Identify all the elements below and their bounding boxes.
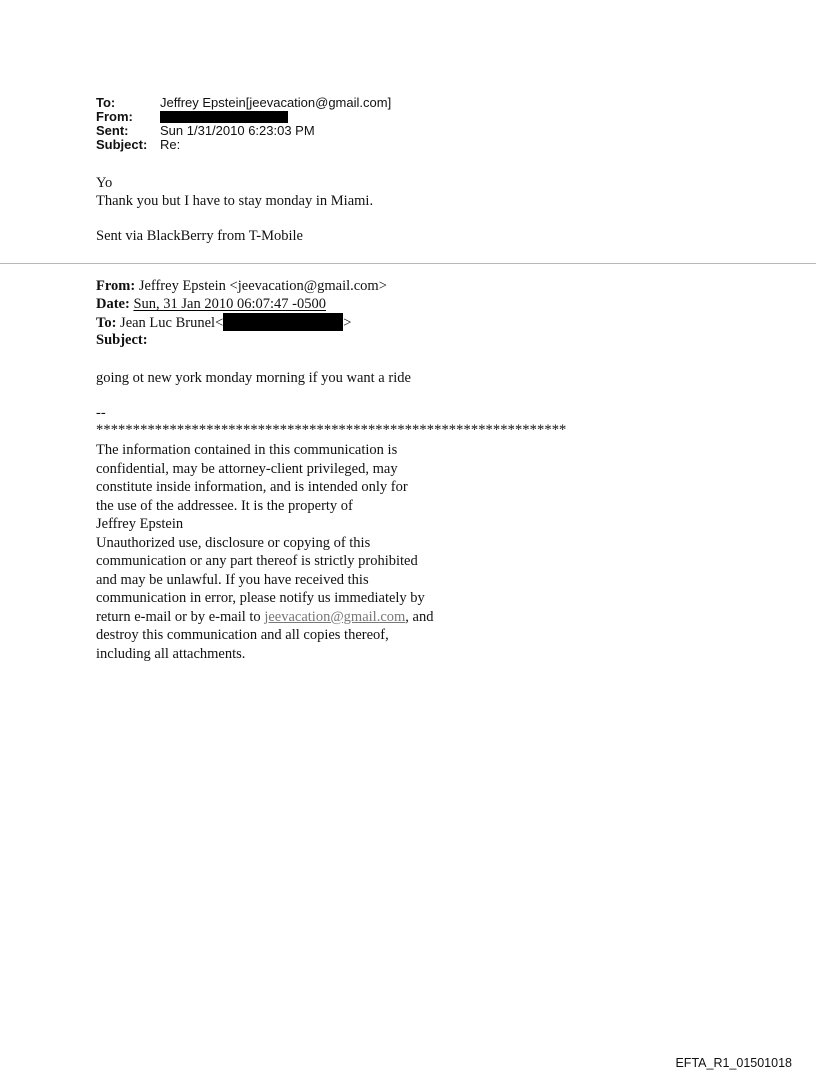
disclaimer-link-prefix: return e-mail or by e-mail to (96, 608, 265, 625)
disclaimer-line: the use of the addressee. It is the property of (96, 497, 353, 514)
divider-line (0, 263, 816, 264)
quoted-to-value: Jean Luc Brunel< (120, 315, 224, 331)
disclaimer-line: communication in error, please notify us immediately by (96, 590, 425, 606)
disclaimer-line: confidential, may be attorney-client privileged, may (96, 460, 398, 477)
reply-line: Thank you but I have to stay monday in Miami. (96, 193, 374, 209)
email-header (96, 96, 391, 152)
disclaimer-line: including all attachments. (96, 645, 246, 662)
document-id: EFTA_R1_01501018 (675, 1056, 792, 1070)
to-label: To: (96, 95, 116, 110)
quoted-from-row (96, 277, 387, 295)
quoted-header (96, 277, 387, 349)
quoted-body: going ot new york monday morning if you want a ride (96, 370, 411, 386)
disclaimer-line: constitute inside information, and is intended only for (96, 479, 408, 495)
quoted-to-suffix: > (343, 315, 352, 331)
quoted-from-label: From: (96, 278, 136, 294)
redaction-box (223, 313, 343, 331)
quoted-to-label: To: (96, 315, 117, 331)
disclaimer-link-suffix: , and (405, 608, 434, 625)
quoted-date-value: Sun, 31 Jan 2010 06:07:47 -0500 (133, 296, 326, 312)
reply-body (96, 174, 373, 210)
quoted-subject-row (96, 331, 387, 349)
header-from-row (96, 110, 391, 124)
quoted-date-label: Date: (96, 296, 130, 312)
reply-signature: Sent via BlackBerry from T-Mobile (96, 228, 303, 244)
disclaimer-line: Jeffrey Epstein (96, 516, 184, 532)
disclaimer-line: Unauthorized use, disclosure or copying of this (96, 534, 371, 551)
reply-line: Yo (96, 175, 113, 191)
from-label: From: (96, 109, 133, 124)
signature-dashes: -- (96, 405, 106, 421)
redaction-box (160, 111, 288, 123)
quoted-from-value: Jeffrey Epstein <jeevacation@gmail.com> (138, 278, 387, 294)
disclaimer-line: The information contained in this communication is (96, 442, 398, 458)
email-link[interactable]: jeevacation@gmail.com (264, 608, 406, 625)
sent-label: Sent: (96, 123, 129, 138)
disclaimer-line: destroy this communication and all copies thereof, (96, 627, 389, 643)
header-to-row (96, 96, 391, 110)
disclaimer-line: and may be unlawful. If you have received this (96, 571, 369, 588)
confidentiality-disclaimer (96, 441, 516, 663)
quoted-date-row (96, 295, 387, 313)
header-sent-row (96, 124, 391, 138)
disclaimer-line: communication or any part thereof is strictly prohibited (96, 553, 418, 569)
disclaimer-line (96, 608, 516, 627)
sent-value: Sun 1/31/2010 6:23:03 PM (160, 123, 315, 138)
header-subject-row (96, 138, 391, 152)
quoted-to-row (96, 313, 387, 331)
asterisk-separator: **************************************************************** (96, 422, 567, 438)
subject-value: Re: (160, 137, 181, 152)
to-value: Jeffrey Epstein[jeevacation@gmail.com] (160, 95, 392, 110)
quoted-subject-label: Subject: (96, 332, 148, 348)
subject-label: Subject: (96, 137, 148, 152)
